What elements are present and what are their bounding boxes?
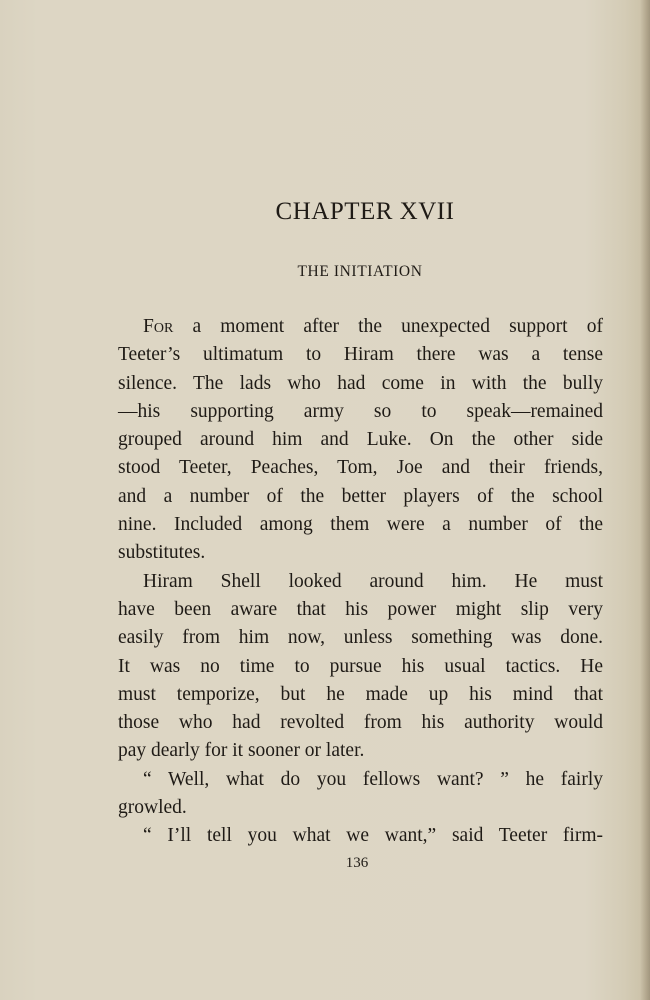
- text-line-1-rest: a moment after the unexpected support of: [173, 316, 603, 337]
- text-line: pay dearly for it sooner or later.: [118, 740, 365, 762]
- text-line: Hiram Shell looked around him. He must: [143, 570, 603, 592]
- text-line: and a number of the better players of the school: [118, 485, 603, 507]
- text-line: —his supporting army so to speak—remained: [118, 400, 603, 422]
- text-line: stood Teeter, Peaches, Tom, Joe and their friends,: [118, 457, 603, 479]
- text-line: Teeter’s ultimatum to Hiram there was a tense: [118, 344, 603, 366]
- text-line: easily from him now, unless something was done.: [118, 627, 603, 649]
- text-line: must temporize, but he made up his mind that: [118, 683, 603, 705]
- text-line: have been aware that his power might slip very: [118, 598, 603, 620]
- text-line: silence. The lads who had come in with the bully: [118, 372, 603, 394]
- text-line: growled.: [118, 797, 187, 819]
- text-line: grouped around him and Luke. On the other side: [118, 429, 603, 451]
- chapter-heading: CHAPTER XVII: [275, 198, 455, 225]
- text-line-1: [118, 313, 603, 341]
- chapter-subtitle: THE INITIATION: [297, 263, 423, 280]
- text-line: It was no time to pursue his usual tactics. He: [118, 655, 603, 677]
- dropcap-word: For: [143, 316, 174, 337]
- page-edge-shadow: [640, 0, 650, 1000]
- body-text: [118, 313, 603, 851]
- text-line: “ Well, what do you fellows want? ” he fairly: [143, 768, 603, 790]
- text-line: “ I’ll tell you what we want,” said Teeter firm-: [143, 825, 603, 847]
- text-line: those who had revolted from his authority would: [118, 712, 603, 734]
- text-line: nine. Included among them were a number of the: [118, 514, 603, 536]
- text-line: substitutes.: [118, 542, 206, 564]
- page-number: 136: [345, 855, 369, 871]
